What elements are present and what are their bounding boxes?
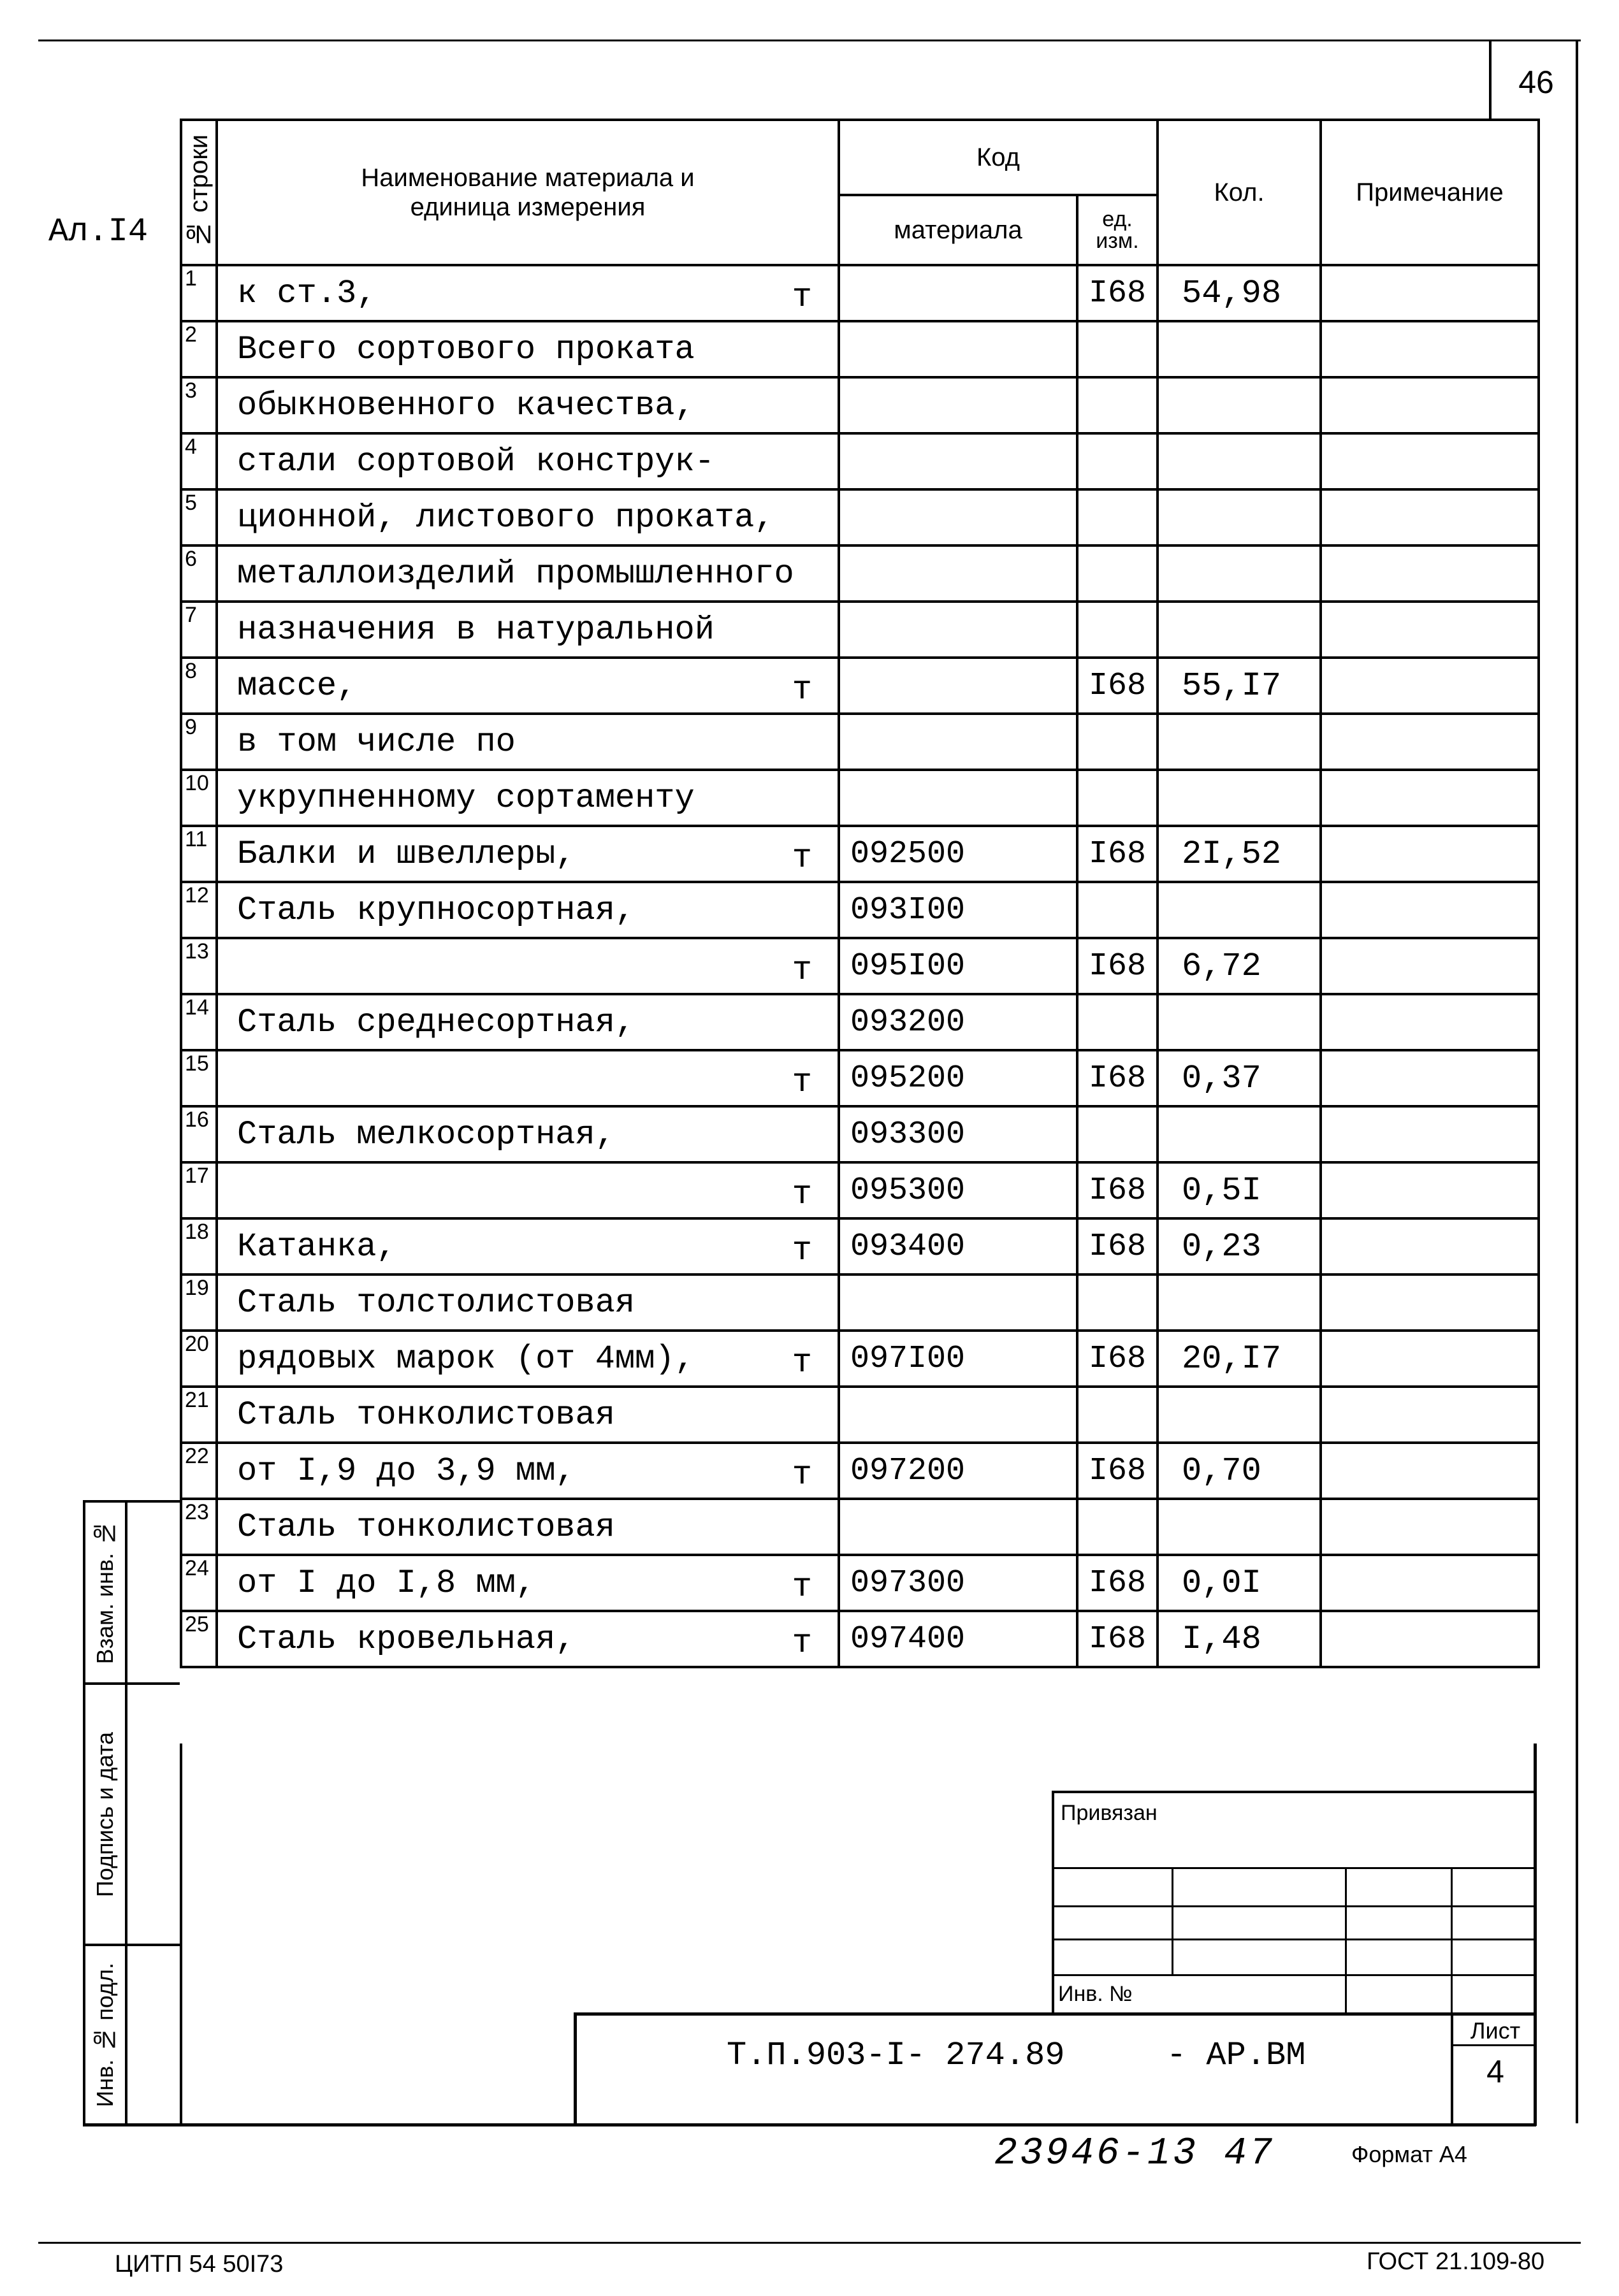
row-note [1321, 1387, 1539, 1443]
row-unit-code: I68 [1077, 1162, 1158, 1218]
sheet-number: 4 [1486, 2054, 1504, 2090]
row-note [1321, 1106, 1539, 1162]
row-name: стали сортовой конструк- [217, 433, 839, 489]
row-number: 13 [181, 938, 217, 994]
row-material-code: 095300 [839, 1162, 1077, 1218]
row-unit-code: I68 [1077, 1218, 1158, 1274]
row-unit-code [1077, 1106, 1158, 1162]
row-quantity [1158, 770, 1321, 826]
album-label: Ал.I4 [48, 213, 149, 250]
row-note [1321, 265, 1539, 321]
row-note [1321, 714, 1539, 770]
row-name: укрупненному сортаменту [217, 770, 839, 826]
row-unit: т [792, 278, 812, 316]
table-row [181, 826, 1539, 882]
sheet-box-left [1451, 2012, 1453, 2126]
row-unit-code [1077, 714, 1158, 770]
table-row [181, 1387, 1539, 1443]
row-unit-code [1077, 545, 1158, 602]
table-row [181, 882, 1539, 938]
row-number: 4 [181, 433, 217, 489]
row-note [1321, 321, 1539, 377]
row-unit: т [792, 1176, 812, 1213]
table-row [181, 1050, 1539, 1106]
row-unit: т [792, 1624, 812, 1662]
row-number: 24 [181, 1555, 217, 1611]
row-material-code [839, 1499, 1077, 1555]
handwritten-number: 23946-13 47 [994, 2132, 1275, 2176]
row-number: 6 [181, 545, 217, 602]
table-row [181, 321, 1539, 377]
row-quantity: 6,72 [1158, 938, 1321, 994]
frame-left-lower [180, 1744, 182, 2126]
row-material-code [839, 489, 1077, 545]
sheet-box-div [1451, 2044, 1536, 2046]
row-number: 10 [181, 770, 217, 826]
header-quantity: Кол. [1158, 120, 1321, 265]
row-unit-code [1077, 602, 1158, 658]
row-material-code: 093400 [839, 1218, 1077, 1274]
row-unit-code: I68 [1077, 1331, 1158, 1387]
header-note: Примечание [1321, 120, 1539, 265]
footer-left: ЦИТП 54 50I73 [115, 2251, 284, 2278]
row-name: Всего сортового проката [217, 321, 839, 377]
header-material-code: материала [839, 195, 1077, 265]
row-unit-code: I68 [1077, 938, 1158, 994]
row-unit-code [1077, 994, 1158, 1050]
designation: Т.П.903-I- 274.89 [727, 2037, 1065, 2074]
row-note [1321, 1050, 1539, 1106]
row-material-code [839, 545, 1077, 602]
row-number: 17 [181, 1162, 217, 1218]
row-name: Сталь мелкосортная, [217, 1106, 839, 1162]
row-number: 5 [181, 489, 217, 545]
row-material-code: 095I00 [839, 938, 1077, 994]
row-material-code [839, 265, 1077, 321]
row-number: 7 [181, 602, 217, 658]
row-name [217, 1050, 839, 1106]
page-number: 46 [1518, 64, 1554, 100]
row-number: 12 [181, 882, 217, 938]
row-name: назначения в натуральной [217, 602, 839, 658]
row-material-code: 097400 [839, 1611, 1077, 1667]
row-unit-code [1077, 377, 1158, 433]
row-name: Балки и швеллеры, т [217, 826, 839, 882]
row-note [1321, 882, 1539, 938]
row-unit-code: I68 [1077, 658, 1158, 714]
row-material-code: 093300 [839, 1106, 1077, 1162]
designation-suffix: - АР.ВМ [1166, 2037, 1306, 2074]
row-quantity [1158, 994, 1321, 1050]
table-row [181, 1106, 1539, 1162]
row-note [1321, 1555, 1539, 1611]
row-note [1321, 770, 1539, 826]
row-name: рядовых марок (от 4мм), т [217, 1331, 839, 1387]
row-name: от I,9 до 3,9 мм, т [217, 1443, 839, 1499]
row-unit: т [792, 1344, 812, 1382]
row-note [1321, 938, 1539, 994]
row-unit: т [792, 1064, 812, 1101]
row-quantity: 0,23 [1158, 1218, 1321, 1274]
row-material-code: 093I00 [839, 882, 1077, 938]
row-note [1321, 1274, 1539, 1331]
row-unit-code: I68 [1077, 1555, 1158, 1611]
table-row [181, 602, 1539, 658]
row-number: 1 [181, 265, 217, 321]
row-quantity [1158, 1106, 1321, 1162]
table-row [181, 1555, 1539, 1611]
row-material-code: 093200 [839, 994, 1077, 1050]
privyazan-line-2 [1052, 1905, 1536, 1907]
row-unit-code [1077, 1274, 1158, 1331]
table-row [181, 545, 1539, 602]
table-row [181, 1274, 1539, 1331]
row-number: 8 [181, 658, 217, 714]
row-quantity: 0,5I [1158, 1162, 1321, 1218]
row-material-code [839, 1387, 1077, 1443]
row-material-code [839, 377, 1077, 433]
header-unit-code: ед. изм. [1077, 195, 1158, 265]
row-unit: т [792, 1232, 812, 1269]
stamp-podpis: Подпись и дата [92, 1731, 118, 1897]
row-name: Сталь толстолистовая [217, 1274, 839, 1331]
row-quantity [1158, 1274, 1321, 1331]
privyazan-vline-2 [1345, 1867, 1347, 2014]
header-row-no: № строки [181, 120, 217, 265]
row-name: металлоизделий промышленного [217, 545, 839, 602]
privyazan-vline-1 [1172, 1867, 1173, 1974]
designation-left [574, 2012, 577, 2126]
row-name [217, 1162, 839, 1218]
row-name: Сталь среднесортная, [217, 994, 839, 1050]
stamp-inner-line [125, 1500, 127, 2125]
table-row [181, 994, 1539, 1050]
stamp-inv-podl: Инв. № подл. [92, 1962, 118, 2107]
table-row [181, 714, 1539, 770]
frame-right-lower [1534, 1744, 1537, 2126]
row-number: 11 [181, 826, 217, 882]
row-name: обыкновенного качества, [217, 377, 839, 433]
table-row [181, 1611, 1539, 1667]
right-frame [1576, 40, 1578, 2123]
format-label: Формат А4 [1351, 2141, 1467, 2167]
table-row [181, 1331, 1539, 1387]
table-row [181, 1499, 1539, 1555]
row-note [1321, 1499, 1539, 1555]
row-number: 23 [181, 1499, 217, 1555]
row-quantity [1158, 602, 1321, 658]
row-note [1321, 826, 1539, 882]
row-number: 19 [181, 1274, 217, 1331]
row-quantity [1158, 433, 1321, 489]
row-name: к ст.3, т [217, 265, 839, 321]
row-quantity [1158, 882, 1321, 938]
sheet-label: Лист [1470, 2018, 1521, 2044]
row-name [217, 938, 839, 994]
row-material-code: 097300 [839, 1555, 1077, 1611]
row-unit-code [1077, 489, 1158, 545]
row-note [1321, 1611, 1539, 1667]
row-quantity: 54,98 [1158, 265, 1321, 321]
row-number: 9 [181, 714, 217, 770]
row-number: 20 [181, 1331, 217, 1387]
table-row [181, 938, 1539, 994]
row-number: 22 [181, 1443, 217, 1499]
row-name: Сталь кровельная, т [217, 1611, 839, 1667]
row-material-code [839, 433, 1077, 489]
stamp-vzam: Взам. инв. № [92, 1520, 118, 1664]
table-row [181, 489, 1539, 545]
row-quantity: 0,37 [1158, 1050, 1321, 1106]
row-unit-code [1077, 1387, 1158, 1443]
row-unit-code [1077, 1499, 1158, 1555]
table-row [181, 1218, 1539, 1274]
row-note [1321, 1162, 1539, 1218]
inv-no-label: Инв. № [1058, 1982, 1133, 2006]
row-material-code: 092500 [839, 826, 1077, 882]
row-material-code: 097200 [839, 1443, 1077, 1499]
designation-top [574, 2012, 1536, 2016]
row-name: Сталь тонколистовая [217, 1499, 839, 1555]
row-material-code [839, 658, 1077, 714]
row-number: 14 [181, 994, 217, 1050]
row-quantity [1158, 545, 1321, 602]
row-unit-code [1077, 770, 1158, 826]
row-material-code [839, 1274, 1077, 1331]
row-unit-code [1077, 882, 1158, 938]
table-row [181, 377, 1539, 433]
row-quantity [1158, 377, 1321, 433]
row-quantity [1158, 321, 1321, 377]
row-name: Сталь тонколистовая [217, 1387, 839, 1443]
row-quantity [1158, 489, 1321, 545]
table-row [181, 658, 1539, 714]
row-number: 21 [181, 1387, 217, 1443]
row-quantity: 0,70 [1158, 1443, 1321, 1499]
row-name: от I до I,8 мм, т [217, 1555, 839, 1611]
row-material-code [839, 602, 1077, 658]
privyazan-top [1052, 1791, 1536, 1793]
privyazan-vline-3 [1451, 1867, 1453, 2014]
row-number: 18 [181, 1218, 217, 1274]
row-material-code [839, 321, 1077, 377]
privyazan-line-3 [1052, 1939, 1536, 1940]
row-note [1321, 602, 1539, 658]
row-material-code [839, 714, 1077, 770]
row-note [1321, 1331, 1539, 1387]
row-unit-code: I68 [1077, 826, 1158, 882]
table-row [181, 770, 1539, 826]
row-quantity: 55,I7 [1158, 658, 1321, 714]
row-quantity: 20,I7 [1158, 1331, 1321, 1387]
table-row [181, 1443, 1539, 1499]
materials-table [180, 119, 1540, 1668]
row-unit-code [1077, 433, 1158, 489]
row-name: Сталь крупносортная, [217, 882, 839, 938]
bottom-rule [38, 2242, 1581, 2244]
privyazan-line-4 [1052, 1974, 1536, 1976]
row-quantity: 0,0I [1158, 1555, 1321, 1611]
top-rule [38, 40, 1581, 41]
row-quantity [1158, 1499, 1321, 1555]
privyazan-left [1052, 1791, 1054, 2014]
row-note [1321, 489, 1539, 545]
row-material-code: 097I00 [839, 1331, 1077, 1387]
row-number: 15 [181, 1050, 217, 1106]
row-note [1321, 1218, 1539, 1274]
row-unit-code [1077, 321, 1158, 377]
row-name: ционной, листового проката, [217, 489, 839, 545]
row-note [1321, 1443, 1539, 1499]
row-unit: т [792, 1568, 812, 1606]
row-number: 2 [181, 321, 217, 377]
privyazan-label: Привязан [1061, 1801, 1158, 1825]
frame-bottom [83, 2123, 1536, 2126]
row-unit-code: I68 [1077, 1611, 1158, 1667]
row-material-code: 095200 [839, 1050, 1077, 1106]
row-unit-code: I68 [1077, 1443, 1158, 1499]
row-quantity [1158, 714, 1321, 770]
table-row [181, 433, 1539, 489]
row-quantity [1158, 1387, 1321, 1443]
row-unit: т [792, 839, 812, 877]
row-unit-code: I68 [1077, 1050, 1158, 1106]
row-material-code [839, 770, 1077, 826]
row-name: в том числе по [217, 714, 839, 770]
row-unit: т [792, 951, 812, 989]
footer-right: ГОСТ 21.109-80 [1367, 2248, 1545, 2275]
row-number: 16 [181, 1106, 217, 1162]
row-quantity: I,48 [1158, 1611, 1321, 1667]
row-unit: т [792, 671, 812, 709]
row-name: Катанка, т [217, 1218, 839, 1274]
page-number-box-left [1489, 40, 1492, 121]
row-note [1321, 658, 1539, 714]
header-code-group: Код [839, 120, 1158, 195]
table-row [181, 265, 1539, 321]
row-note [1321, 545, 1539, 602]
row-number: 3 [181, 377, 217, 433]
row-quantity: 2I,52 [1158, 826, 1321, 882]
privyazan-line-1 [1052, 1867, 1536, 1869]
row-name: массе, т [217, 658, 839, 714]
header-name: Наименование материала и единица измерения [217, 120, 839, 265]
row-note [1321, 994, 1539, 1050]
row-number: 25 [181, 1611, 217, 1667]
row-note [1321, 377, 1539, 433]
table-row [181, 1162, 1539, 1218]
row-unit: т [792, 1456, 812, 1494]
row-unit-code: I68 [1077, 265, 1158, 321]
row-note [1321, 433, 1539, 489]
